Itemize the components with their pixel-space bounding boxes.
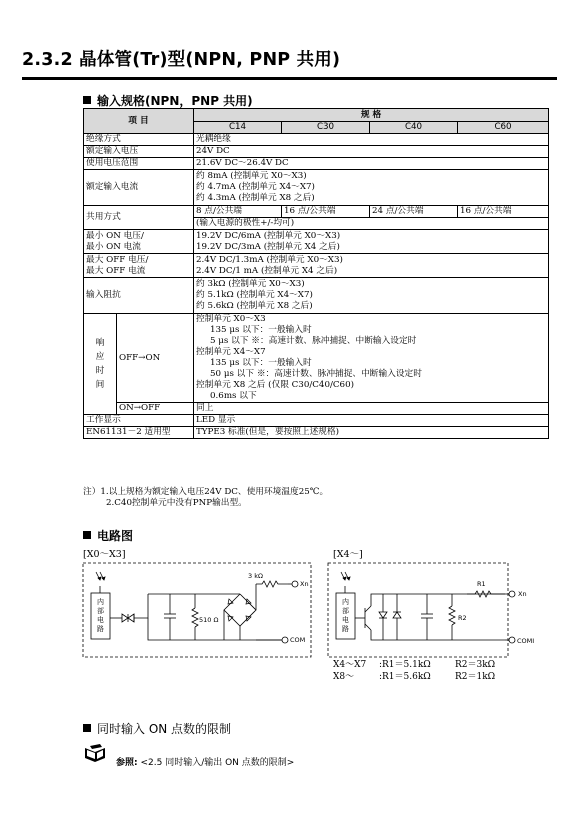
response-line: 控制单元 X4～X7	[196, 347, 266, 357]
response-line: 控制单元 X0～X3	[196, 314, 266, 324]
section-circuit-title: 电路图	[97, 529, 134, 543]
response-line: 135 μs 以下：一般输入时	[210, 325, 312, 335]
response-line: 控制单元 X8 之后 (仅限 C30/C40/C60)	[196, 380, 354, 390]
value-line: 2.4V DC/1.3mA (控制单元 X0～X3)	[196, 254, 343, 265]
off-on-value	[194, 314, 549, 403]
row-label: 工作显示	[84, 415, 194, 427]
model-c30: C30	[282, 122, 370, 134]
row-value	[194, 230, 549, 254]
label-char: 间	[95, 380, 105, 390]
response-line: 5 μs 以下 ※：高速计数、脉冲捕捉、中断输入设定时	[210, 336, 417, 346]
reference-book-icon	[83, 744, 107, 764]
led-icon	[379, 612, 387, 618]
table-row	[84, 314, 549, 403]
table-row	[84, 415, 549, 427]
inner-label: 内	[342, 598, 349, 606]
off-on-label: OFF→ON	[117, 314, 194, 403]
row-label	[84, 254, 194, 278]
reference-link[interactable]: <2.5 同时输入/输出 ON 点数的限制>	[140, 758, 295, 768]
label-line: 最大 OFF 电压/	[86, 254, 149, 265]
value-line: 约 4.3mA (控制单元 X8 之后)	[196, 193, 315, 203]
terminal-com: COM	[290, 636, 306, 644]
inner-label: 部	[97, 607, 104, 615]
r-mid-label: 510 Ω	[199, 616, 219, 624]
on-off-label: ON→OFF	[117, 403, 194, 415]
table-row	[84, 146, 549, 158]
row-label	[84, 230, 194, 254]
common-c60: 16 点/公共端	[458, 206, 549, 218]
response-line: 50 μs 以下 ※：高速计数、脉冲捕捉、中断输入设定时	[210, 369, 422, 379]
inner-label: 部	[342, 607, 349, 615]
response-line: 135 μs 以下：一般输入时	[210, 358, 312, 368]
table-row	[84, 254, 549, 278]
section-limit-title: 同时输入 ON 点数的限制	[97, 722, 232, 736]
response-line: 0.6ms 以下	[210, 391, 257, 401]
common-c40: 24 点/公共端	[370, 206, 458, 218]
legend-r2: R2＝3kΩ	[455, 660, 496, 670]
inner-label: 路	[342, 625, 349, 633]
value-line: 约 5.6kΩ (控制单元 X8 之后)	[196, 301, 313, 311]
input-wiring	[110, 581, 298, 643]
row-value: 光耦绝缘	[194, 134, 549, 146]
row-value: 24V DC	[194, 146, 549, 158]
row-label: 输入阻抗	[84, 278, 194, 314]
circuit1-frame	[83, 563, 311, 657]
resistor-r2-icon	[449, 606, 455, 625]
value-line: 19.2V DC/3mA (控制单元 X4 之后)	[196, 241, 340, 252]
inner-label: 电	[342, 616, 349, 624]
row-label: 额定输入电压	[84, 146, 194, 158]
row-value	[194, 170, 549, 206]
table-row	[84, 170, 549, 206]
note-1: 注）1.以上规格为额定输入电压24V DC、使用环境温度25℃。	[83, 487, 329, 497]
section-circuit	[83, 527, 133, 544]
square-bullet-icon	[83, 724, 91, 732]
square-bullet-icon	[83, 531, 91, 539]
photo-transistor-icon	[96, 572, 105, 594]
common-note: (输入电源的极性+/-均可)	[194, 218, 549, 230]
circuit2-diagram	[327, 562, 537, 658]
input-spec-table	[83, 108, 549, 439]
label-char: 时	[95, 366, 105, 376]
inner-label: 内	[97, 598, 104, 606]
inner-label: 路	[97, 625, 104, 633]
common-c14: 8 点/公共端	[194, 206, 282, 218]
common-c30: 16 点/公共端	[282, 206, 370, 218]
reference-line	[116, 755, 294, 768]
response-time-label	[84, 314, 117, 415]
terminal-xn: Xn	[300, 580, 309, 588]
row-label: 绝缘方式	[84, 134, 194, 146]
table-row	[84, 230, 549, 254]
page-title: 2.3.2 晶体管(Tr)型(NPN, PNP 共用)	[22, 50, 341, 70]
row-value: TYPE3 标准(但是，要按照上述规格)	[194, 427, 549, 439]
legend-row	[333, 671, 495, 683]
legend-range: X8～	[333, 672, 355, 682]
section-input-spec	[83, 92, 253, 109]
row-value: LED 显示	[194, 415, 549, 427]
value-line: 约 5.1kΩ (控制单元 X4～X7)	[196, 290, 313, 300]
legend-r1: :R1＝5.1kΩ	[379, 660, 431, 670]
model-c60: C60	[458, 122, 549, 134]
row-value	[194, 254, 549, 278]
table-row	[84, 403, 549, 415]
inner-label: 电	[97, 616, 104, 624]
section-input-title: 输入规格(NPN，PNP 共用)	[97, 94, 253, 108]
photo-transistor-icon	[341, 572, 350, 594]
legend-r2: R2＝1kΩ	[455, 672, 496, 682]
resistor-3k-icon	[256, 581, 288, 587]
legend-range: X4～X7	[333, 660, 367, 670]
section-limit	[83, 720, 231, 737]
row-value: 21.6V DC～26.4V DC	[194, 158, 549, 170]
terminal-comi: COMI	[517, 637, 535, 645]
table-row	[84, 134, 549, 146]
r1-label: R1	[477, 580, 486, 588]
table-row	[84, 427, 549, 439]
label-line: 最大 OFF 电流	[86, 265, 146, 276]
note-2: 2.C40控制单元中没有PNP输出型。	[106, 498, 247, 508]
row-value	[194, 278, 549, 314]
legend-r1: :R1＝5.6kΩ	[379, 672, 431, 682]
led-icon	[122, 614, 128, 622]
row-label: 共用方式	[84, 206, 194, 230]
on-off-value: 同上	[194, 403, 549, 415]
label-line: 最小 ON 电流	[86, 241, 141, 252]
label-char: 应	[95, 352, 105, 362]
value-line: 约 4.7mA (控制单元 X4～X7)	[196, 182, 315, 192]
value-line: 约 3kΩ (控制单元 X0～X3)	[196, 279, 305, 289]
header-spec: 规 格	[194, 109, 549, 122]
terminal-xn: Xn	[518, 590, 527, 598]
model-c14: C14	[194, 122, 282, 134]
r2-label: R2	[458, 614, 467, 622]
input-wiring	[355, 591, 515, 643]
table-row	[84, 158, 549, 170]
r-top-label: 3 kΩ	[248, 572, 263, 580]
legend-row	[333, 659, 495, 671]
header-item: 项 目	[84, 109, 194, 134]
value-line: 2.4V DC/1 mA (控制单元 X4 之后)	[196, 265, 338, 276]
row-label: 额定输入电流	[84, 170, 194, 206]
circuit2-caption: [X4～]	[333, 549, 363, 560]
reference-label: 参照:	[116, 758, 138, 768]
label-line: 最小 ON 电压/	[86, 230, 144, 241]
title-underline	[22, 77, 557, 80]
table-row	[84, 206, 549, 218]
value-line: 约 8mA (控制单元 X0～X3)	[196, 171, 307, 181]
circuit1-caption: [X0～X3]	[83, 549, 126, 560]
row-label: EN61131－2 适用型	[84, 427, 194, 439]
value-line: 19.2V DC/6mA (控制单元 X0～X3)	[196, 230, 341, 241]
resistor-510-icon	[192, 608, 198, 627]
row-label: 使用电压范围	[84, 158, 194, 170]
table-row	[84, 278, 549, 314]
square-bullet-icon	[83, 96, 91, 104]
model-c40: C40	[370, 122, 458, 134]
circuit1-diagram	[82, 562, 312, 658]
label-char: 响	[95, 338, 105, 348]
